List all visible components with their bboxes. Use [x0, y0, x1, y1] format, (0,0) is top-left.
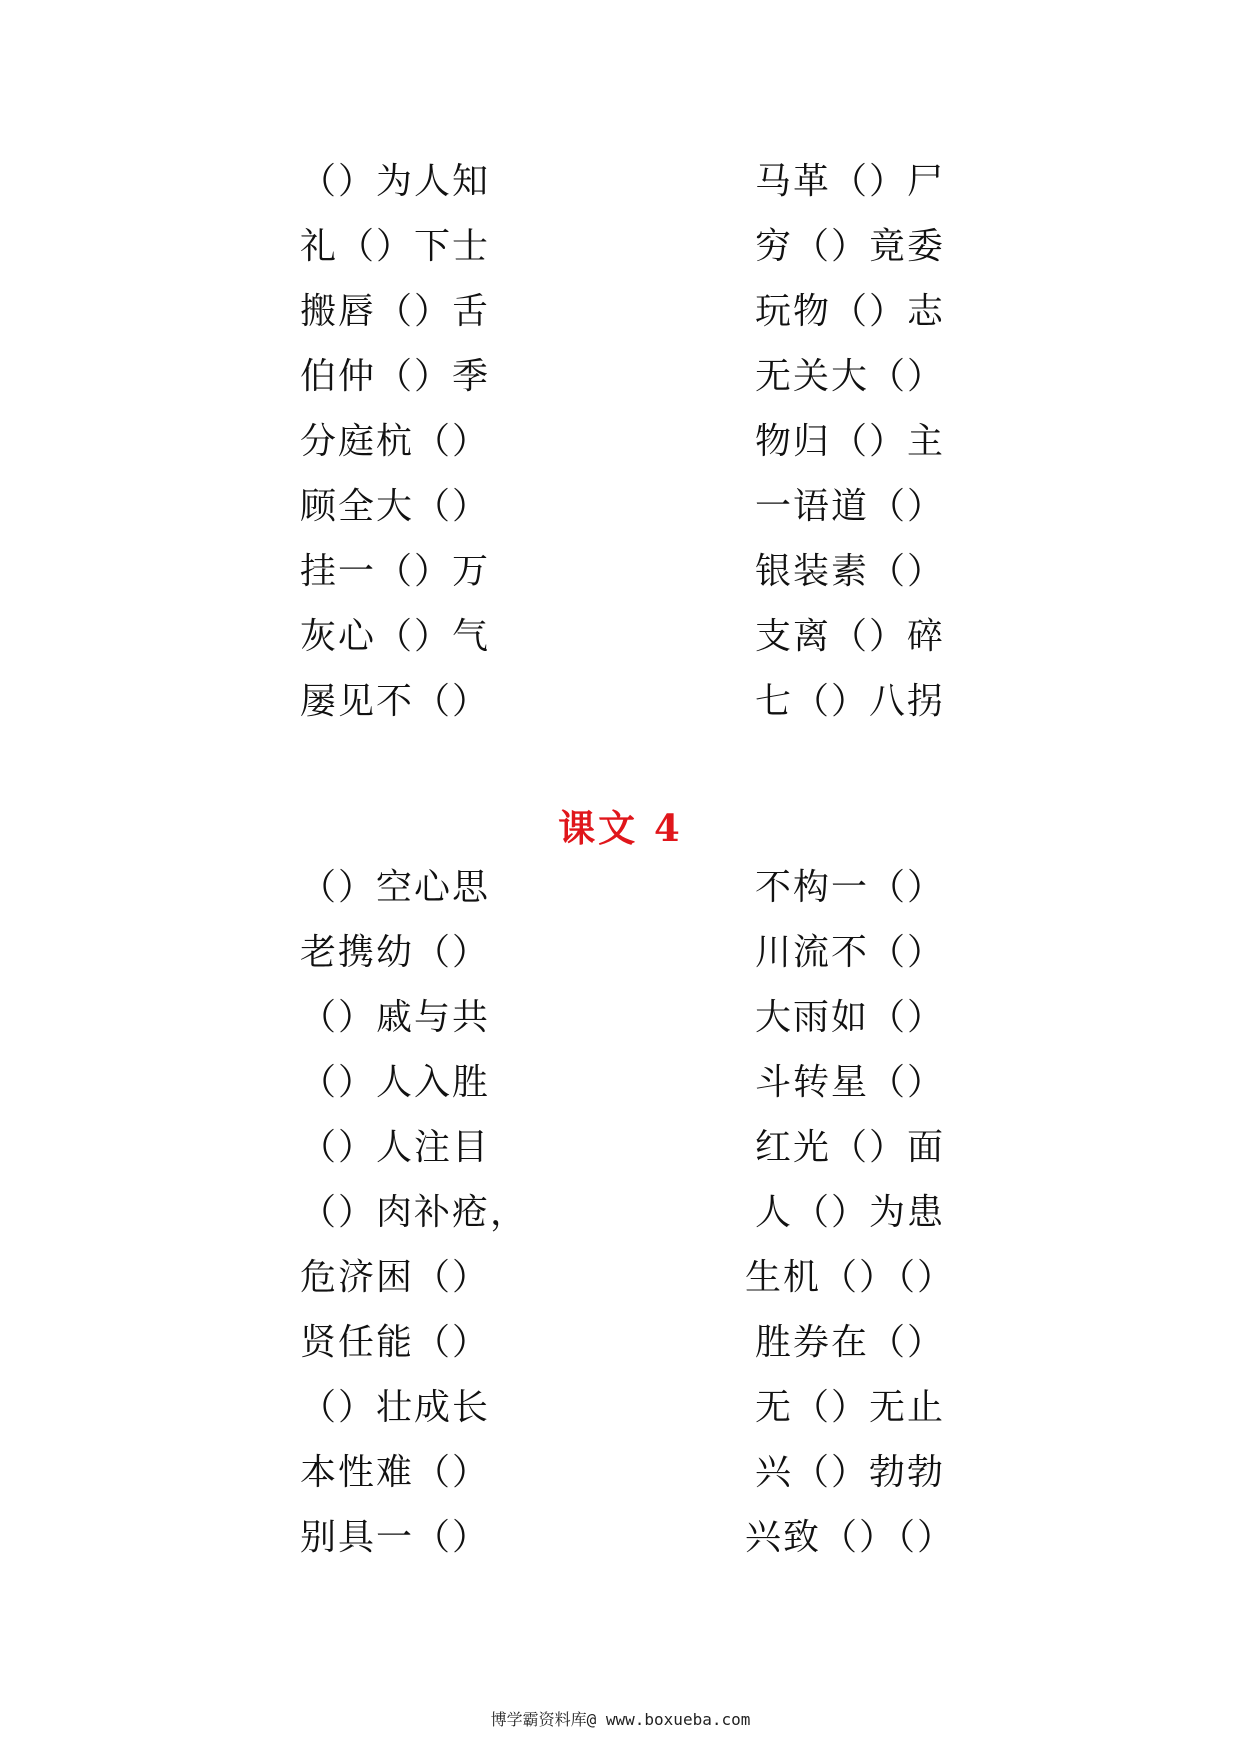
idiom-blank: 贤任能（） — [300, 1322, 491, 1363]
idiom-blank: 胜券在（） — [755, 1322, 946, 1363]
idiom-blank: 红光（）面 — [755, 1127, 946, 1168]
idiom-blank: （）人入胜 — [300, 1062, 491, 1103]
idiom-blank: （）戚与共 — [300, 997, 491, 1038]
idiom-blank: 七（）八拐 — [755, 681, 946, 722]
idiom-blank: 本性难（） — [300, 1452, 491, 1493]
idiom-blank: 生机（）（） — [745, 1257, 956, 1298]
idiom-blank: 顾全大（） — [300, 486, 491, 527]
idiom-blank: 分庭杭（） — [300, 421, 491, 462]
idiom-blank: 兴（）勃勃 — [755, 1452, 946, 1493]
idiom-blank: 兴致（）（） — [745, 1517, 956, 1558]
idiom-blank: （）人注目 — [300, 1127, 491, 1168]
idiom-blank: 礼（）下士 — [300, 226, 491, 267]
idiom-blank: （）为人知 — [300, 161, 491, 202]
idiom-blank: 人（）为患 — [755, 1192, 946, 1233]
idiom-blank: 别具一（） — [300, 1517, 491, 1558]
idiom-blank: 挂一（）万 — [300, 551, 491, 592]
idiom-blank: 穷（）竟委 — [755, 226, 946, 267]
idiom-blank: 物归（）主 — [755, 421, 946, 462]
idiom-blank: 无（）无止 — [755, 1387, 946, 1428]
idiom-blank: 搬唇（）舌 — [300, 291, 491, 332]
idiom-blank: 屡见不（） — [300, 681, 491, 722]
idiom-blank: 老携幼（） — [300, 932, 491, 973]
idiom-blank: 斗转星（） — [755, 1062, 946, 1103]
idiom-blank: 银装素（） — [755, 551, 946, 592]
idiom-blank: 不构一（） — [755, 867, 946, 908]
idiom-blank: 无关大（） — [755, 356, 946, 397]
idiom-blank: 危济困（） — [300, 1257, 491, 1298]
idiom-blank: 支离（）碎 — [755, 616, 946, 657]
idiom-blank: 伯仲（）季 — [300, 356, 491, 397]
idiom-blank: 大雨如（） — [755, 997, 946, 1038]
section-heading: 课文 4 — [558, 806, 683, 850]
idiom-blank: 川流不（） — [755, 932, 946, 973]
idiom-blank: （）空心思 — [300, 867, 491, 908]
footer-watermark: 博学霸资料库@ www.boxueba.com — [490, 1710, 751, 1729]
idiom-blank: 灰心（）气 — [300, 616, 491, 657]
idiom-blank: （）壮成长 — [300, 1387, 491, 1428]
idiom-blank: （）肉补疮， — [300, 1192, 529, 1233]
idiom-blank: 玩物（）志 — [755, 291, 946, 332]
idiom-blank: 马革（）尸 — [755, 161, 946, 202]
idiom-blank: 一语道（） — [755, 486, 946, 527]
